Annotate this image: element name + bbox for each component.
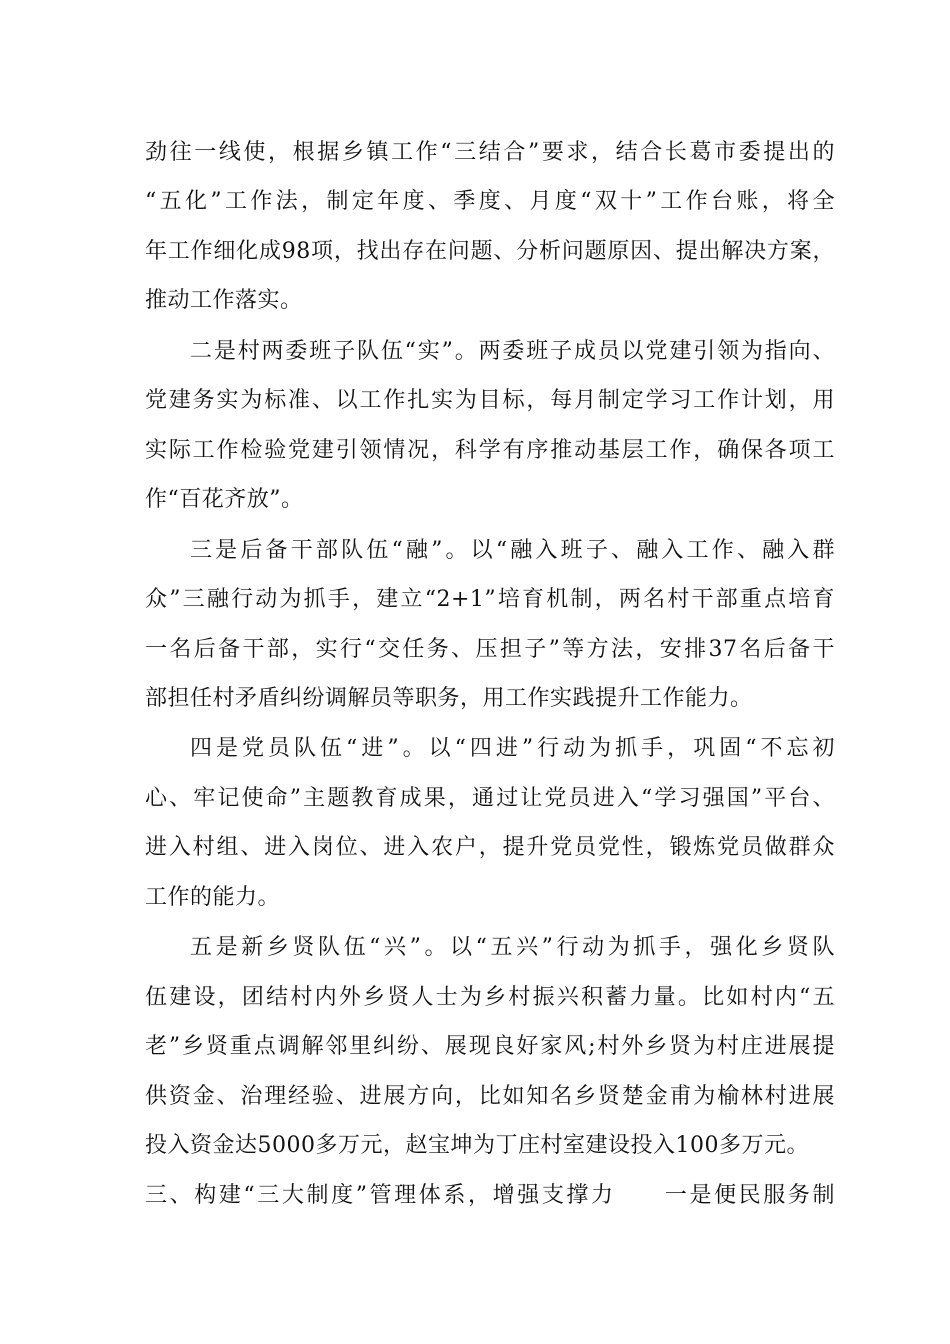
text-line: 工作的能力。: [145, 885, 281, 910]
text-line: 推动工作落实。: [145, 288, 303, 313]
text-line: 作“百花齐放”。: [145, 487, 304, 512]
text-line: 一名后备干部，实行“交任务、压担子”等方法，安排37名后备干: [145, 637, 835, 662]
text-line: 党建务实为标准、以工作扎实为目标，每月制定学习工作计划，用: [145, 388, 835, 413]
paragraph-first-line: 二是村两委班子队伍“实”。两委班子成员以党建引领为指向、: [190, 339, 835, 364]
text-line: 供资金、治理经验、进展方向，比如知名乡贤楚金甫为榆林村进展: [145, 1084, 835, 1109]
text-line: 劲往一线使，根据乡镇工作“三结合”要求，结合长葛市委提出的: [145, 140, 835, 165]
text-line: 进入村组、进入岗位、进入农户，提升党员党性，锻炼党员做群众: [145, 835, 835, 860]
paragraph-first-line: 四是党员队伍“进”。以“四进”行动为抓手，巩固“不忘初: [190, 736, 835, 761]
text-line: 投入资金达5000多万元，赵宝坤为丁庄村室建设投入100多万元。: [145, 1133, 809, 1158]
text-line: 年工作细化成98项，找出存在问题、分析问题原因、提出解决方案，: [145, 239, 835, 264]
section-heading-line: 三、构建“三大制度”管理体系，增强支撑力 一是便民服务制: [145, 1183, 835, 1208]
paragraph-first-line: 五是新乡贤队伍“兴”。以“五兴”行动为抓手，强化乡贤队: [190, 935, 835, 960]
text-line: 部担任村矛盾纠纷调解员等职务，用工作实践提升工作能力。: [145, 686, 753, 711]
text-line: 实际工作检验党建引领情况，科学有序推动基层工作，确保各项工: [145, 438, 835, 463]
text-line: 老”乡贤重点调解邻里纠纷、展现良好家风;村外乡贤为村庄进展提: [145, 1034, 835, 1059]
text-line: “五化”工作法，制定年度、季度、月度“双十”工作台账，将全: [145, 189, 835, 214]
text-line: 众”三融行动为抓手，建立“2+1”培育机制，两名村干部重点培育: [145, 587, 835, 612]
text-line: 心、牢记使命”主题教育成果，通过让党员进入“学习强国”平台、: [145, 786, 835, 811]
paragraph-first-line: 三是后备干部队伍“融”。以“融入班子、融入工作、融入群: [190, 538, 835, 563]
text-line: 伍建设，团结村内外乡贤人士为乡村振兴积蓄力量。比如村内“五: [145, 985, 835, 1010]
